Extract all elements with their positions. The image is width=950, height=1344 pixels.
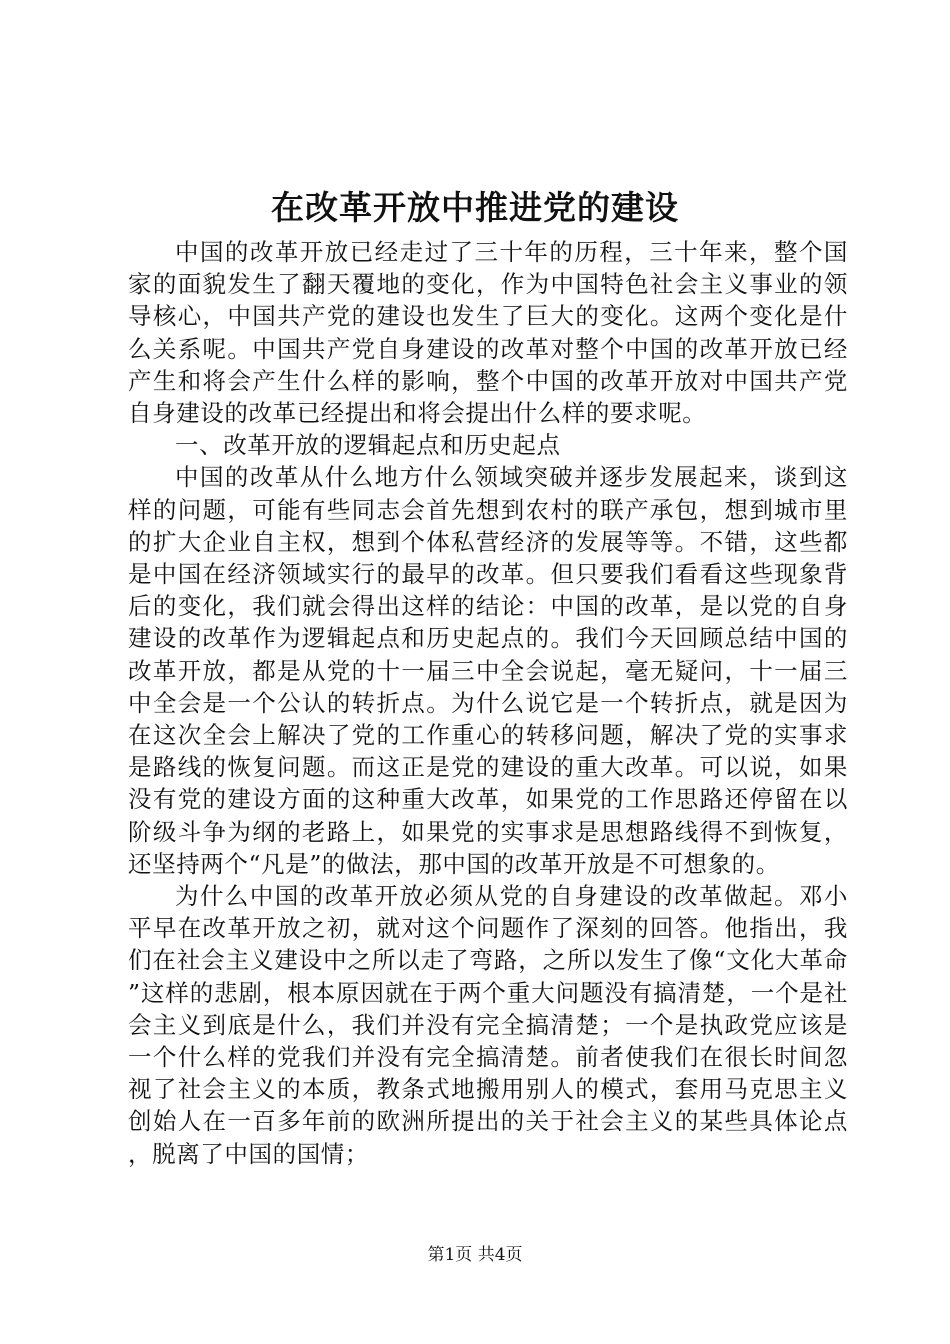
paragraph-intro: 中国的改革开放已经走过了三十年的历程，三十年来，整个国家的面貌发生了翻天覆地的变化，作为中国特色社会主义事业的领导核心，中国共产党的建设也发生了巨大的变化。这两个变化是什么关系呢。中国共产党自身建设的改革对整个中国的改革开放已经产生和将会产生什么样的影响，整个中国的改革开放对中国共产党自身建设的改革已经提出和将会提出什么样的要求呢。 [128,238,848,428]
paragraph-why-party: 为什么中国的改革开放必须从党的自身建设的改革做起。邓小平早在改革开放之初，就对这个问题作了深刻的回答。他指出，我们在社会主义建设中之所以走了弯路，之所以发生了像“文化大革命”这样的悲剧，根本原因就在于两个重大问题没有搞清楚，一个是社会主义到底是什么，我们并没有完全搞清楚；一个是执政党应该是一个什么样的党我们并没有完全搞清楚。前者使我们在很长时间忽视了社会主义的本质，教条式地搬用别人的模式，套用马克思主义创始人在一百多年前的欧洲所提出的关于社会主义的某些具体论点，脱离了中国的国情； [128,882,848,1168]
section-heading: 一、改革开放的逻辑起点和历史起点 [175,431,561,460]
document-title: 在改革开放中推进党的建设 [271,188,679,227]
paragraph-logic-start: 中国的改革从什么地方什么领域突破并逐步发展起来，谈到这样的问题，可能有些同志会首先想到农村的联产承包，想到城市里的扩大企业自主权，想到个体私营经济的发展等等。不错，这些都是中国在经济领域实行的最早的改革。但只要我们看看这些现象背后的变化，我们就会得出这样的结论：中国的改革，是以党的自身建设的改革作为逻辑起点和历史起点的。我们今天回顾总结中国的改革开放，都是从党的十一届三中全会说起，毫无疑问，十一届三中全会是一个公认的转折点。为什么说它是一个转折点，就是因为在这次全会上解决了党的工作重心的转移问题，解决了党的实事求是路线的恢复问题。而这正是党的建设的重大改革。可以说，如果没有党的建设方面的这种重大改革，如果党的工作思路还停留在以阶级斗争为纲的老路上，如果党的实事求是思想路线得不到恢复，还坚持两个“凡是”的做法，那中国的改革开放是不可想象的。 [128,463,848,878]
document-body [128,236,848,1170]
page-number-footer: 第1页 共4页 [427,1245,523,1265]
